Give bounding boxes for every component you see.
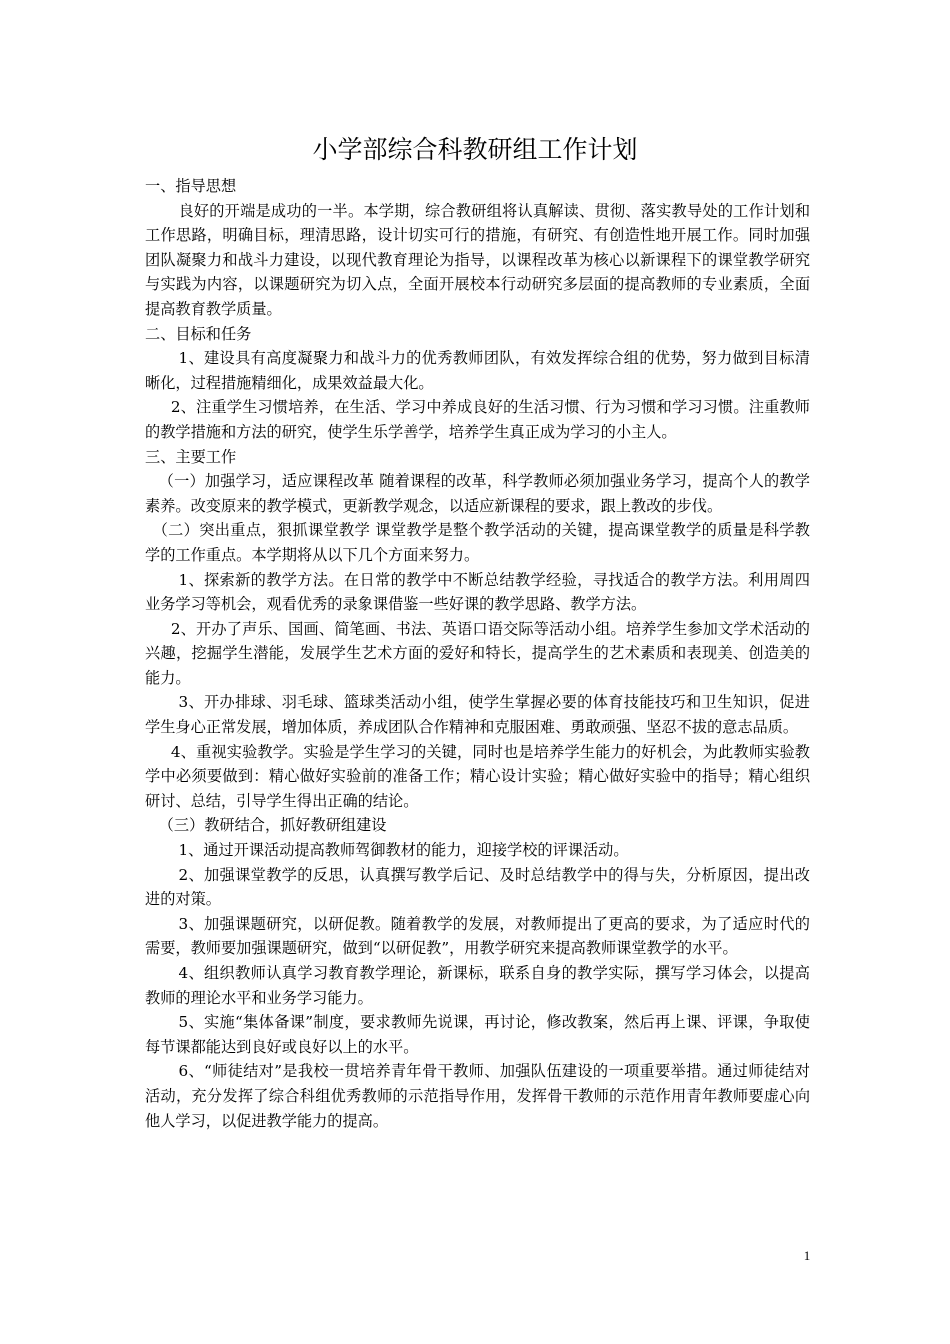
paragraph: （二）突出重点，狠抓课堂教学 课堂教学是整个教学活动的关键，提高课堂教学的质量是科学教学的工作重点。本学期将从以下几个方面来努力。 <box>145 521 810 564</box>
paragraph: 2、开办了声乐、国画、简笔画、书法、英语口语交际等活动小组。培养学生参加文学术活动的兴趣，挖掘学生潜能，发展学生艺术方面的爱好和特长，提高学生的艺术素质和表现美、创造美的能力。 <box>145 619 810 687</box>
paragraph: 2、注重学生习惯培养，在生活、学习中养成良好的生活习惯、行为习惯和学习习惯。注重教师的教学措施和方法的研究，使学生乐学善学，培养学生真正成为学习的小主人。 <box>145 398 810 441</box>
paragraph: 2、加强课堂教学的反思，认真撰写教学后记、及时总结教学中的得与失，分析原因，提出改进的对策。 <box>145 865 810 909</box>
paragraph: 5、实施“集体备课”制度，要求教师先说课，再讨论，修改教案，然后再上课、评课，争取使每节课都能达到良好或良好以上的水平。 <box>145 1013 810 1056</box>
paragraph: 一、指导思想 <box>145 177 237 195</box>
paragraph: （一）加强学习，适应课程改革 随着课程的改革，科学教师必须加强业务学习，提高个人的教学素养。改变原来的教学模式，更新教学观念，以适应新课程的要求，跟上教改的步伐。 <box>145 472 810 515</box>
paragraph: 1、通过开课活动提高教师驾御教材的能力，迎接学校的评课活动。 <box>178 841 629 860</box>
paragraph: 3、加强课题研究，以研促教。随着教学的发展，对教师提出了更高的要求，为了适应时代的需要，教师要加强课题研究，做到“以研促教”，用教学研究来提高教师课堂教学的水平。 <box>145 914 810 958</box>
paragraph: 4、组织教师认真学习教育教学理论，新课标，联系自身的教学实际，撰写学习体会，以提高教师的理论水平和业务学习能力。 <box>145 964 810 1007</box>
paragraph: 三、主要工作 <box>145 447 237 466</box>
page-number: 1 <box>803 1248 811 1263</box>
paragraph: （三）教研结合，抓好教研组建设 <box>158 816 387 835</box>
paragraph: 1、探索新的教学方法。在日常的教学中不断总结教学经验，寻找适合的教学方法。利用周四业务学习等机会，观看优秀的录象课借鉴一些好课的教学思路、教学方法。 <box>145 570 810 614</box>
document-title: 小学部综合科教研组工作计划 <box>312 135 638 164</box>
paragraph: 4、重视实验教学。实验是学生学习的关键，同时也是培养学生能力的好机会，为此教师实验教学中必须要做到：精心做好实验前的准备工作；精心设计实验；精心做好实验中的指导；精心组织研讨、总结，引导学生得出正确的结论。 <box>145 742 810 810</box>
paragraph: 1、建设具有高度凝聚力和战斗力的优秀教师团队，有效发挥综合组的优势，努力做到目标清晰化，过程措施精细化，成果效益最大化。 <box>145 349 810 392</box>
paragraph: 3、开办排球、羽毛球、篮球类活动小组，使学生掌握必要的体育技能技巧和卫生知识，促进学生身心正常发展，增加体质，养成团队合作精神和克服困难、勇敢顽强、坚忍不拔的意志品质。 <box>145 693 810 737</box>
document-body <box>145 174 810 1133</box>
paragraph: 二、目标和任务 <box>145 324 252 343</box>
paragraph: 良好的开端是成功的一半。本学期，综合教研组将认真解读、贯彻、落实教导处的工作计划和工作思路，明确目标，理清思路，设计切实可行的措施，有研究、有创造性地开展工作。同时加强团队凝聚力和战斗力建设，以现代教育理论为指导，以课程改革为核心以新课程下的课堂教学研究与实践为内容，以课题研究为切入点，全面开展校本行动研究多层面的提高教师的专业素质，全面提高教育教学质量。 <box>145 201 810 318</box>
paragraph: 6、“师徒结对”是我校一贯培养青年骨干教师、加强队伍建设的一项重要举措。通过师徒结对活动，充分发挥了综合科组优秀教师的示范指导作用，发挥骨干教师的示范作用青年教师要虚心向他人学习，以促进教学能力的提高。 <box>145 1062 810 1130</box>
